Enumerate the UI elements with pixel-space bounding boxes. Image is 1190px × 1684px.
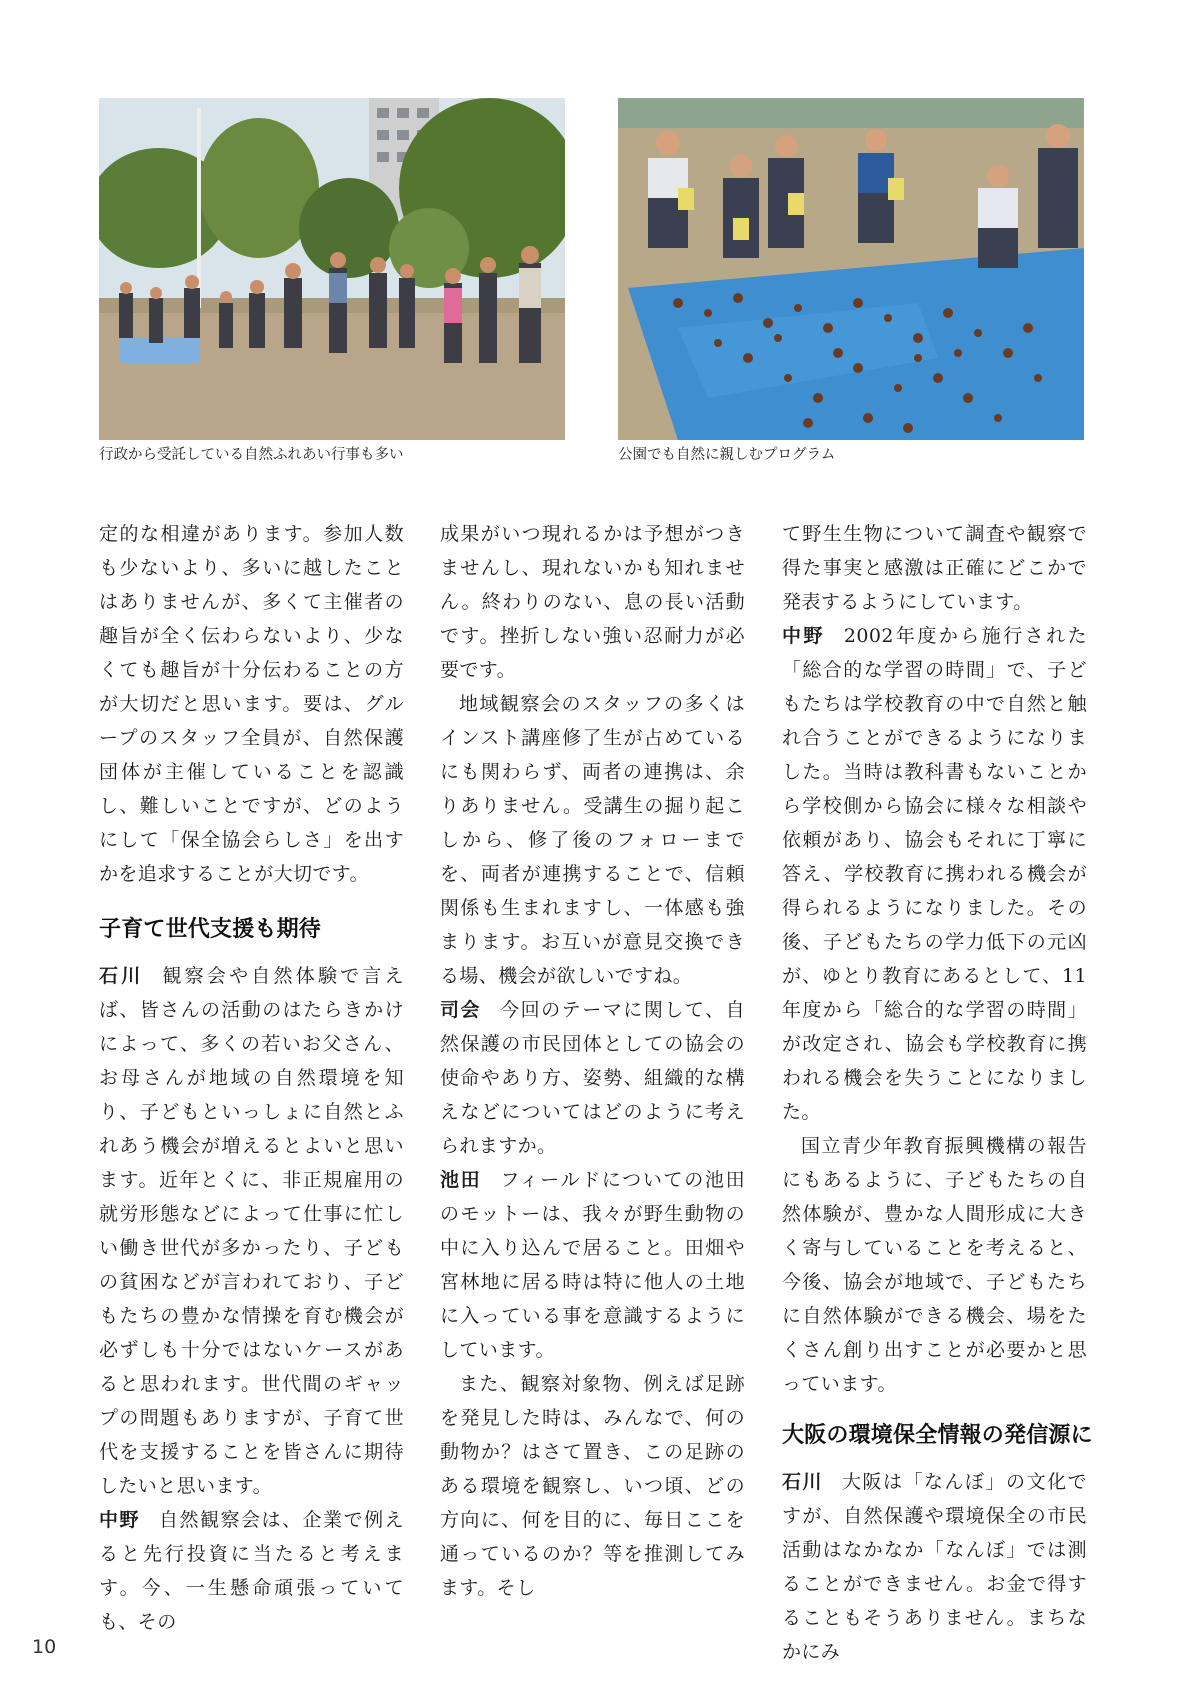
- photo-park-event: [99, 98, 565, 440]
- paragraph: て野生生物について調査や観察で得た事実と感激は正確にどこかで発表するようにしています。: [782, 523, 1087, 613]
- paragraph: また、観察対象物、例えば足跡を発見した時は、みんなで、何の動物か？はさて置き、この足跡のある環境を観察し、いつ頃、どの方向に、何を目的に、毎日ここを通っているのか？等を推測してみます。そし: [440, 1373, 745, 1599]
- speech-text: 2002年度から施行された「総合的な学習の時間」で、子どもたちは学校教育の中で自然と触れ合うことができるようになりました。当時は教科書もないことから学校側から協会に様々な相談や依頼があり、協会もそれに丁寧に答え、学校教育に携われる機会が得られるようになりました。その後、子どもたちの学力低下の元凶が、ゆとり教育にあるとして、11年度から「総合的な学習の時間」が改定され、協会も学校教育に携われる機会を失うことになりました。: [782, 625, 1087, 1123]
- section-heading-osaka: 大阪の環境保全情報の発信源に: [782, 1423, 1093, 1448]
- photo-caption-right: 公園でも自然に親しむプログラム: [618, 447, 836, 463]
- paragraph: [782, 1465, 1087, 1669]
- speaker-name: 石川: [782, 1471, 824, 1493]
- photo-caption-left: 行政から受託している自然ふれあい行事も多い: [99, 447, 404, 463]
- text-column-1: [99, 517, 404, 1639]
- paragraph: 地域観察会のスタッフの多くはインスト講座修了生が占めているにも関わらず、両者の連携は、余りありません。受講生の掘り起こしから、修了後のフォローまでを、両者が連携することで、信頼関係も生まれますし、一体感も強まります。お互いが意見交換できる場、機会が欲しいですね。: [440, 693, 745, 987]
- paragraph: 定的な相違があります。参加人数も少ないより、多いに越したことはありませんが、多くて主催者の趣旨が全く伝わらないより、少なくても趣旨が十分伝わることの方が大切だと思います。要は、グループのスタッフ全員が、自然保護団体が主催していることを認識し、難しいことですが、どのようにして「保全協会らしさ」を出すかを追求することが大切です。: [99, 523, 404, 885]
- paragraph: 成果がいつ現れるかは予想がつきませんし、現れないかも知れません。終わりのない、息の長い活動です。挫折しない強い忍耐力が必要です。: [440, 523, 745, 681]
- page-number: 10: [32, 1636, 57, 1658]
- section-heading-childcare: 子育て世代支援も期待: [99, 917, 322, 942]
- speaker-name: 司会: [440, 999, 482, 1021]
- speech-text: 観察会や自然体験で言えば、皆さんの活動のはたらきかけによって、多くの若いお父さん、お母さんが地域の自然環境を知り、子どもといっしょに自然とふれあう機会が増えるとよいと思います。近年とくに、非正規雇用の就労形態などによって仕事に忙しい働き世代が多かったり、子どもの貧困などが言われており、子どもたちの豊かな情操を育む機会が必ずしも十分ではないケースがあると思われます。世代間のギャップの問題もありますが、子育て世代を支援することを皆さんに期待したいと思います。: [99, 965, 404, 1497]
- paragraph: [782, 619, 1087, 1129]
- speaker-name: 中野: [99, 1509, 141, 1531]
- paragraph: [99, 959, 404, 1503]
- paragraph: [440, 1163, 745, 1367]
- text-column-3: [782, 517, 1093, 1669]
- photo-pinecone-fishing: [618, 98, 1084, 440]
- paragraph: 国立青少年教育振興機構の報告にもあるように、子どもたちの自然体験が、豊かな人間形成に大きく寄与していることを考えると、今後、協会が地域で、子どもたちに自然体験ができる機会、場をたくさん創り出すことが必要かと思っています。: [782, 1135, 1087, 1395]
- speaker-name: 池田: [440, 1169, 482, 1191]
- paragraph: [99, 1503, 404, 1639]
- speech-text: 自然観察会は、企業で例えると先行投資に当たると考えます。今、一生懸命頑張っていても、その: [99, 1509, 404, 1633]
- text-column-2: [440, 517, 745, 1605]
- paragraph: [440, 993, 745, 1163]
- speech-text: フィールドについての池田のモットーは、我々が野生動物の中に入り込んで居ること。田畑や宮林地に居る時は特に他人の土地に入っている事を意識するようにしています。: [440, 1169, 745, 1361]
- speaker-name: 中野: [782, 625, 825, 647]
- speech-text: 大阪は「なんぼ」の文化ですが、自然保護や環境保全の市民活動はなかなか「なんぼ」では測ることができません。お金で得することもそうありません。まちなかにみ: [782, 1471, 1087, 1663]
- speech-text: 今回のテーマに関して、自然保護の市民団体としての協会の使命やあり方、姿勢、組織的な構えなどについてはどのように考えられますか。: [440, 999, 745, 1157]
- speaker-name: 石川: [99, 965, 144, 987]
